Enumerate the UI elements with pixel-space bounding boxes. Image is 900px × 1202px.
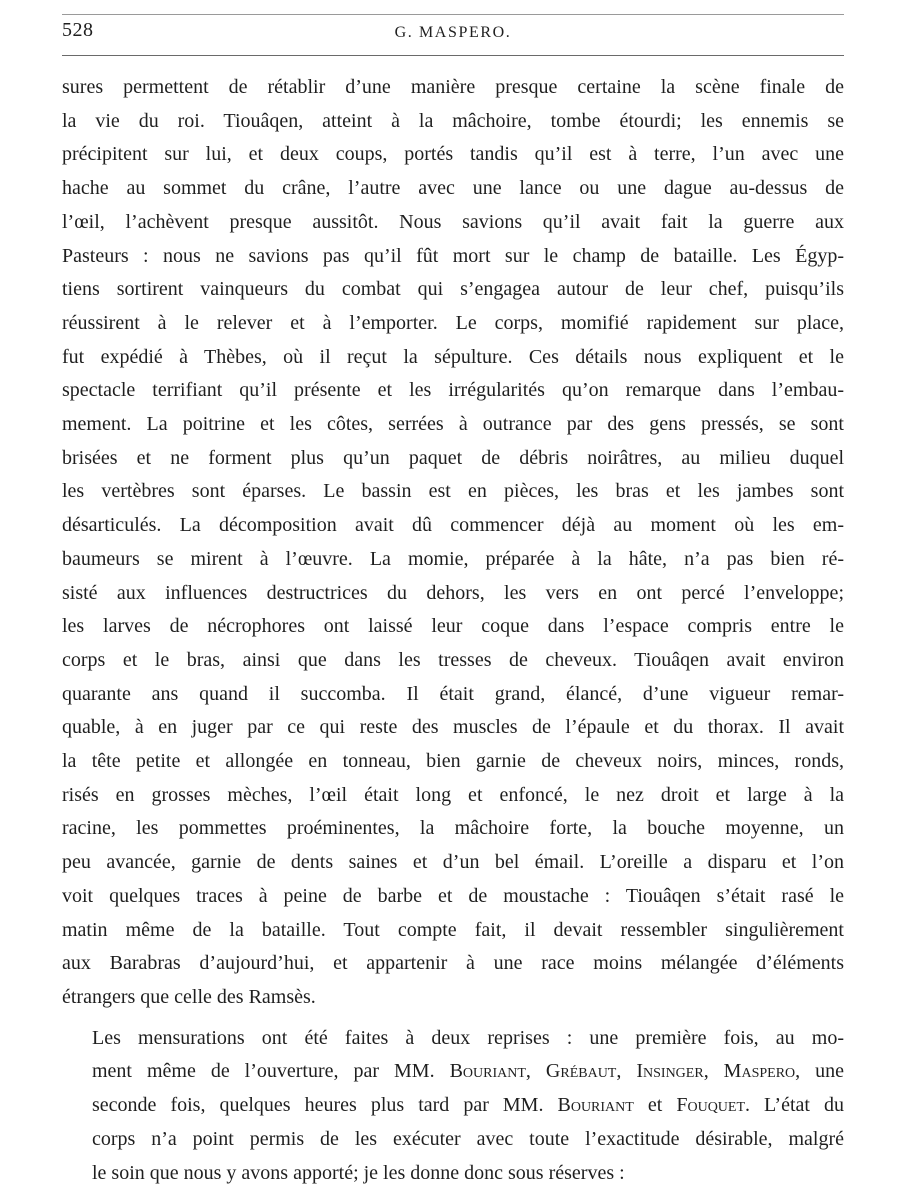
text-line: mement. La poitrine et les côtes, serrées à outrance par des gens pressés, se sont xyxy=(62,413,844,436)
page-number: 528 xyxy=(62,19,94,41)
text-line: sisté aux influences destructrices du dehors, les vers en ont percé l’enveloppe; xyxy=(62,581,844,604)
text-line: réussirent à le relever et à l’emporter. Le corps, momifié rapidement sur place, xyxy=(62,311,844,334)
text-line: corps et le bras, ainsi que dans les tresses de cheveux. Tiouâqen avait environ xyxy=(62,648,844,671)
text-line: désarticulés. La décomposition avait dû commencer déjà au moment où les em- xyxy=(62,514,844,537)
text-line: fut expédié à Thèbes, où il reçut la sépulture. Ces détails nous expliquent et le xyxy=(62,345,844,368)
text-line: étrangers que celle des Ramsès. xyxy=(62,985,316,1008)
text-line: tiens sortirent vainqueurs du combat qui s’engagea autour de leur chef, puisqu’ils xyxy=(62,278,844,301)
text-line: quable, à en juger par ce qui reste des muscles de l’épaule et du thorax. Il avait xyxy=(62,716,844,739)
text-line: Les mensurations ont été faites à deux reprises : une première fois, au mo- xyxy=(92,1026,844,1049)
text-line: peu avancée, garnie de dents saines et d’un bel émail. L’oreille a disparu et l’on xyxy=(62,851,844,874)
paragraph-1 xyxy=(62,71,844,1015)
text-line: brisées et ne forment plus qu’un paquet de débris noirâtres, au milieu duquel xyxy=(62,446,844,469)
text-line: le soin que nous y avons apporté; je les donne donc sous réserves : xyxy=(92,1161,625,1184)
text-line: quarante ans quand il succomba. Il était grand, élancé, d’une vigueur remar- xyxy=(62,682,844,705)
text-line: les larves de nécrophores ont laissé leur coque dans l’espace compris entre le xyxy=(62,615,844,638)
text-line: voit quelques traces à peine de barbe et de moustache : Tiouâqen s’était rasé le xyxy=(62,884,844,907)
text-line: baumeurs se mirent à l’œuvre. La momie, préparée à la hâte, n’a pas bien ré- xyxy=(62,547,844,570)
text-line: ment même de l’ouverture, par MM. Bouriant, Grébaut, Insinger, Maspero, une xyxy=(92,1060,844,1083)
page-header xyxy=(62,14,844,56)
text-line: spectacle terrifiant qu’il présente et les irrégularités qu’on remarque dans l’embau- xyxy=(62,379,844,402)
text-line: les vertèbres sont éparses. Le bassin est en pièces, les bras et les jambes sont xyxy=(62,480,844,503)
text-line: l’œil, l’achèvent presque aussitôt. Nous savions qu’il avait fait la guerre aux xyxy=(62,210,844,233)
text-line: risés en grosses mèches, l’œil était long et enfoncé, le nez droit et large à la xyxy=(62,783,844,806)
text-line: corps n’a point permis de les exécuter avec toute l’exactitude désirable, malgré xyxy=(92,1127,844,1150)
text-line: sures permettent de rétablir d’une manière presque certaine la scène finale de xyxy=(62,76,844,98)
text-line: hache au sommet du crâne, l’autre avec une lance ou une dague au-dessus de xyxy=(62,177,844,200)
text-line: la tête petite et allongée en tonneau, bien garnie de cheveux noirs, minces, ronds, xyxy=(62,750,844,773)
text-line: seconde fois, quelques heures plus tard par MM. Bouriant et Fouquet. L’état du xyxy=(92,1094,844,1117)
text-line: racine, les pommettes proéminentes, la mâchoire forte, la bouche moyenne, un xyxy=(62,817,844,840)
running-head: G. MASPERO. xyxy=(394,24,512,41)
text-line: aux Barabras d’aujourd’hui, et appartenir à une race moins mélangée d’éléments xyxy=(62,952,844,975)
text-line: précipitent sur lui, et deux coups, portés tandis qu’il est à terre, l’un avec une xyxy=(62,143,844,166)
text-line: la vie du roi. Tiouâqen, atteint à la mâchoire, tombe étourdi; les ennemis se xyxy=(62,109,844,132)
text-line: Pasteurs : nous ne savions pas qu’il fût mort sur le champ de bataille. Les Égyp- xyxy=(62,244,844,267)
paragraph-2 xyxy=(62,1022,844,1191)
text-line: matin même de la bataille. Tout compte fait, il devait ressembler singulièrement xyxy=(62,918,844,941)
body-text xyxy=(62,71,844,1190)
